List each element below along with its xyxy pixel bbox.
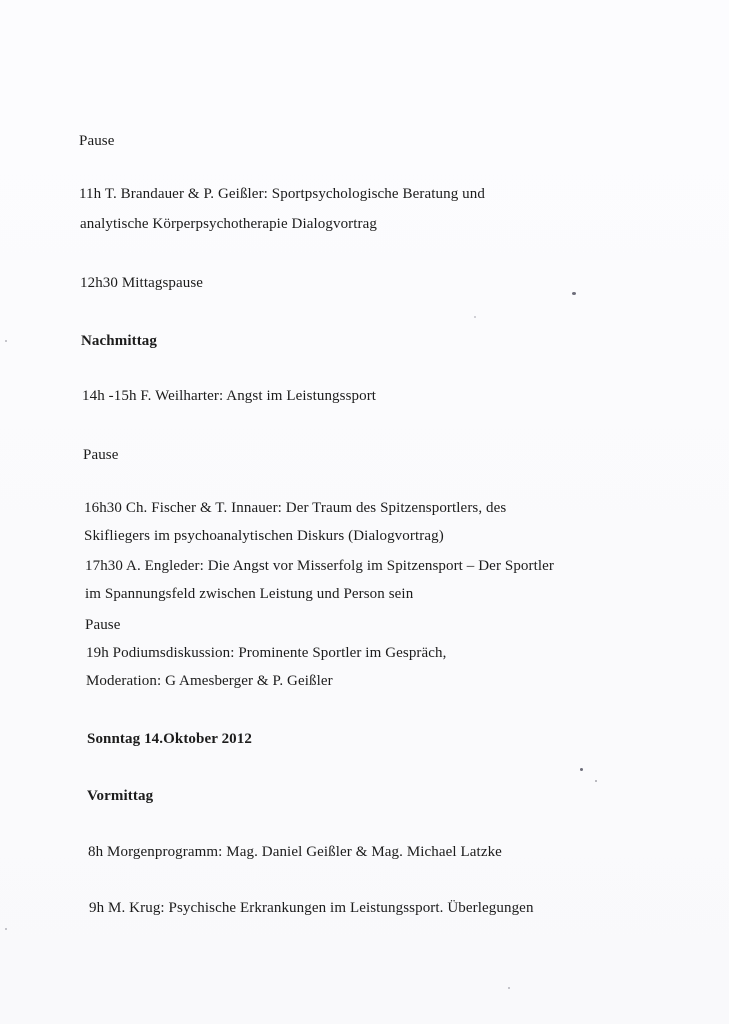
text-line-krug: 9h M. Krug: Psychische Erkrankungen im Leistungssport. Überlegungen bbox=[89, 900, 534, 916]
text-line-morgenprogramm: 8h Morgenprogramm: Mag. Daniel Geißler & Mag. Michael Latzke bbox=[88, 844, 502, 860]
text-line-podiumsdiskussion-2: Moderation: G Amesberger & P. Geißler bbox=[86, 673, 333, 689]
scan-speck bbox=[595, 780, 597, 782]
scan-speck bbox=[474, 316, 476, 318]
heading-sonntag-date: Sonntag 14.Oktober 2012 bbox=[87, 731, 252, 747]
text-line-fischer-1: 16h30 Ch. Fischer & T. Innauer: Der Traum des Spitzensportlers, des bbox=[84, 500, 507, 516]
text-line-engleder-1: 17h30 A. Engleder: Die Angst vor Misserfolg im Spitzensport – Der Sportler bbox=[85, 558, 555, 574]
scan-speck bbox=[5, 928, 7, 930]
text-line-fischer-2: Skifliegers im psychoanalytischen Diskurs (Dialogvortrag) bbox=[84, 528, 444, 544]
text-line-brandauer-1: 11h T. Brandauer & P. Geißler: Sportpsychologische Beratung und bbox=[79, 186, 485, 202]
scan-speck bbox=[5, 340, 7, 342]
text-line-engleder-2: im Spannungsfeld zwischen Leistung und Person sein bbox=[85, 586, 414, 602]
heading-vormittag: Vormittag bbox=[87, 788, 154, 804]
text-line-pause-3: Pause bbox=[85, 617, 121, 633]
scan-speck bbox=[572, 292, 576, 295]
text-line-weilharter: 14h -15h F. Weilharter: Angst im Leistungssport bbox=[82, 388, 377, 404]
scan-speck bbox=[508, 987, 510, 989]
text-line-podiumsdiskussion-1: 19h Podiumsdiskussion: Prominente Sportler im Gespräch, bbox=[86, 645, 447, 661]
text-line-brandauer-2: analytische Körperpsychotherapie Dialogvortrag bbox=[80, 216, 377, 232]
heading-nachmittag: Nachmittag bbox=[81, 333, 157, 349]
text-line-mittagspause: 12h30 Mittagspause bbox=[80, 275, 204, 291]
text-line-pause-1: Pause bbox=[79, 133, 115, 149]
text-line-pause-2: Pause bbox=[83, 447, 119, 463]
scan-speck bbox=[580, 768, 583, 771]
